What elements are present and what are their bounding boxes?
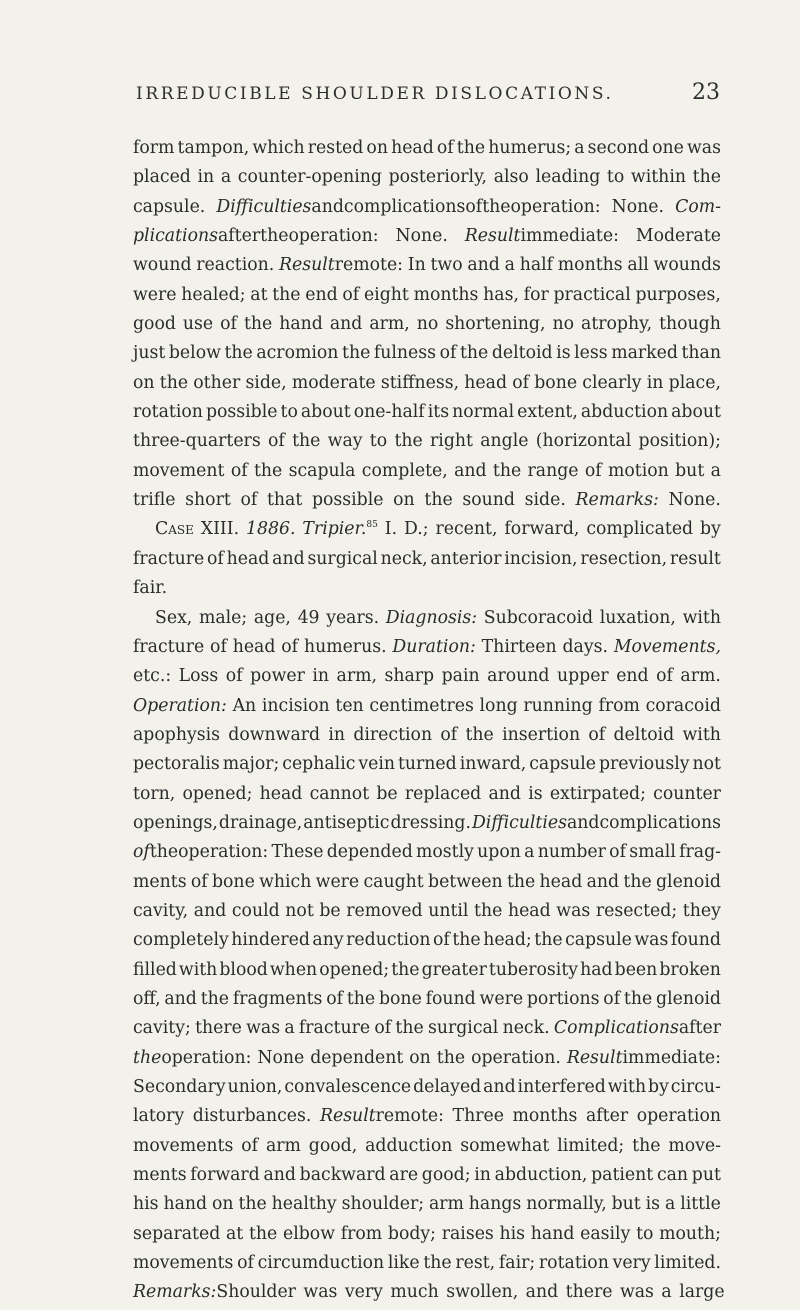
text-line: separated at the elbow from body; raises his hand easily to mouth;: [133, 1223, 721, 1244]
page-number: 23: [692, 80, 720, 105]
text-line: his hand on the healthy shoulder; arm hangs normally, but is a little: [133, 1194, 721, 1215]
text-line: wound reaction. Resultremote: In two and a half months all wounds: [133, 255, 721, 276]
text-line: cavity; there was a fracture of the surgical neck. Complicationsafter: [133, 1018, 721, 1039]
text-line: good use of the hand and arm, no shortening, no atrophy, though: [133, 314, 721, 335]
text-line: off, and the fragments of the bone found were portions of the glenoid: [133, 988, 721, 1009]
text-line: movements of circumduction like the rest, fair; rotation very limited.: [133, 1253, 721, 1274]
text-line: movements of arm good, adduction somewhat limited; the move-: [133, 1135, 721, 1156]
body-text: [133, 134, 725, 1308]
text-line: ments forward and backward are good; in abduction, patient can put: [133, 1165, 721, 1186]
text-line: fracture of head and surgical neck, anterior incision, resection, result: [133, 548, 721, 569]
text-line: placed in a counter-opening posteriorly, also leading to within the: [133, 167, 721, 188]
text-line: pectoralis major; cephalic vein turned inward, capsule previously not: [133, 754, 721, 775]
text-line: Secondary union, convalescence delayed and interfered with by circu-: [133, 1077, 721, 1097]
running-title: IRREDUCIBLE SHOULDER DISLOCATIONS.: [136, 84, 614, 104]
text-line: openings, drainage, antiseptic dressing. Difficultiesandcomplications: [133, 812, 721, 833]
text-line: on the other side, moderate stiffness, head of bone clearly in place,: [133, 372, 721, 393]
text-line: theoperation: None dependent on the operation. Resultimmediate:: [133, 1047, 721, 1068]
text-line: Remarks: Shoulder was very much swollen, and there was a large: [133, 1282, 725, 1303]
text-line: ments of bone which were caught between the head and the glenoid: [133, 871, 721, 892]
running-head: [130, 80, 720, 114]
text-line: just below the acromion the fulness of the deltoid is less marked than: [133, 343, 721, 364]
text-line: movement of the scapula complete, and the range of motion but a: [133, 460, 721, 481]
text-line: fracture of head of humerus. Duration: Thirteen days. Movements,: [133, 636, 721, 657]
text-line: were healed; at the end of eight months has, for practical purposes,: [133, 284, 721, 305]
text-line: plicationsaftertheoperation: None. Resultimmediate: Moderate: [133, 226, 721, 247]
text-line: latory disturbances. Resultremote: Three months after operation: [133, 1106, 721, 1127]
text-line: fair.: [133, 578, 168, 599]
text-line: etc.: Loss of power in arm, sharp pain around upper end of arm.: [133, 666, 721, 687]
text-line: form tampon, which rested on head of the humerus; a second one was: [133, 138, 721, 158]
text-line: Operation: An incision ten centimetres long running from coracoid: [133, 695, 721, 716]
text-line: cavity, and could not be removed until the head was resected; they: [133, 900, 721, 921]
text-line: capsule. Difficultiesandcomplicationsoftheoperation: None. Com-: [133, 196, 721, 217]
text-line: trifle short of that possible on the sound side. Remarks: None.: [133, 490, 721, 511]
text-line: torn, opened; head cannot be replaced and is extirpated; counter: [133, 783, 721, 804]
text-line: Sex, male; age, 49 years. Diagnosis: Subcoracoid luxation, with: [155, 607, 721, 628]
text-line: filled with blood when opened; the greater tuberosity had been broken: [133, 959, 721, 980]
text-line: three-quarters of the way to the right angle (horizontal position);: [133, 431, 721, 452]
text-line: apophysis downward in direction of the insertion of deltoid with: [133, 724, 721, 745]
text-line: rotation possible to about one-half its normal extent, abduction about: [133, 402, 721, 423]
text-line: completely hindered any reduction of the head; the capsule was found: [133, 930, 721, 951]
text-line: Case XIII. 1886. Tripier.$^{85}$ I. D.; recent, forward, complicated by: [155, 519, 721, 540]
text-line: oftheoperation: These depended mostly upon a number of small frag-: [133, 842, 721, 863]
